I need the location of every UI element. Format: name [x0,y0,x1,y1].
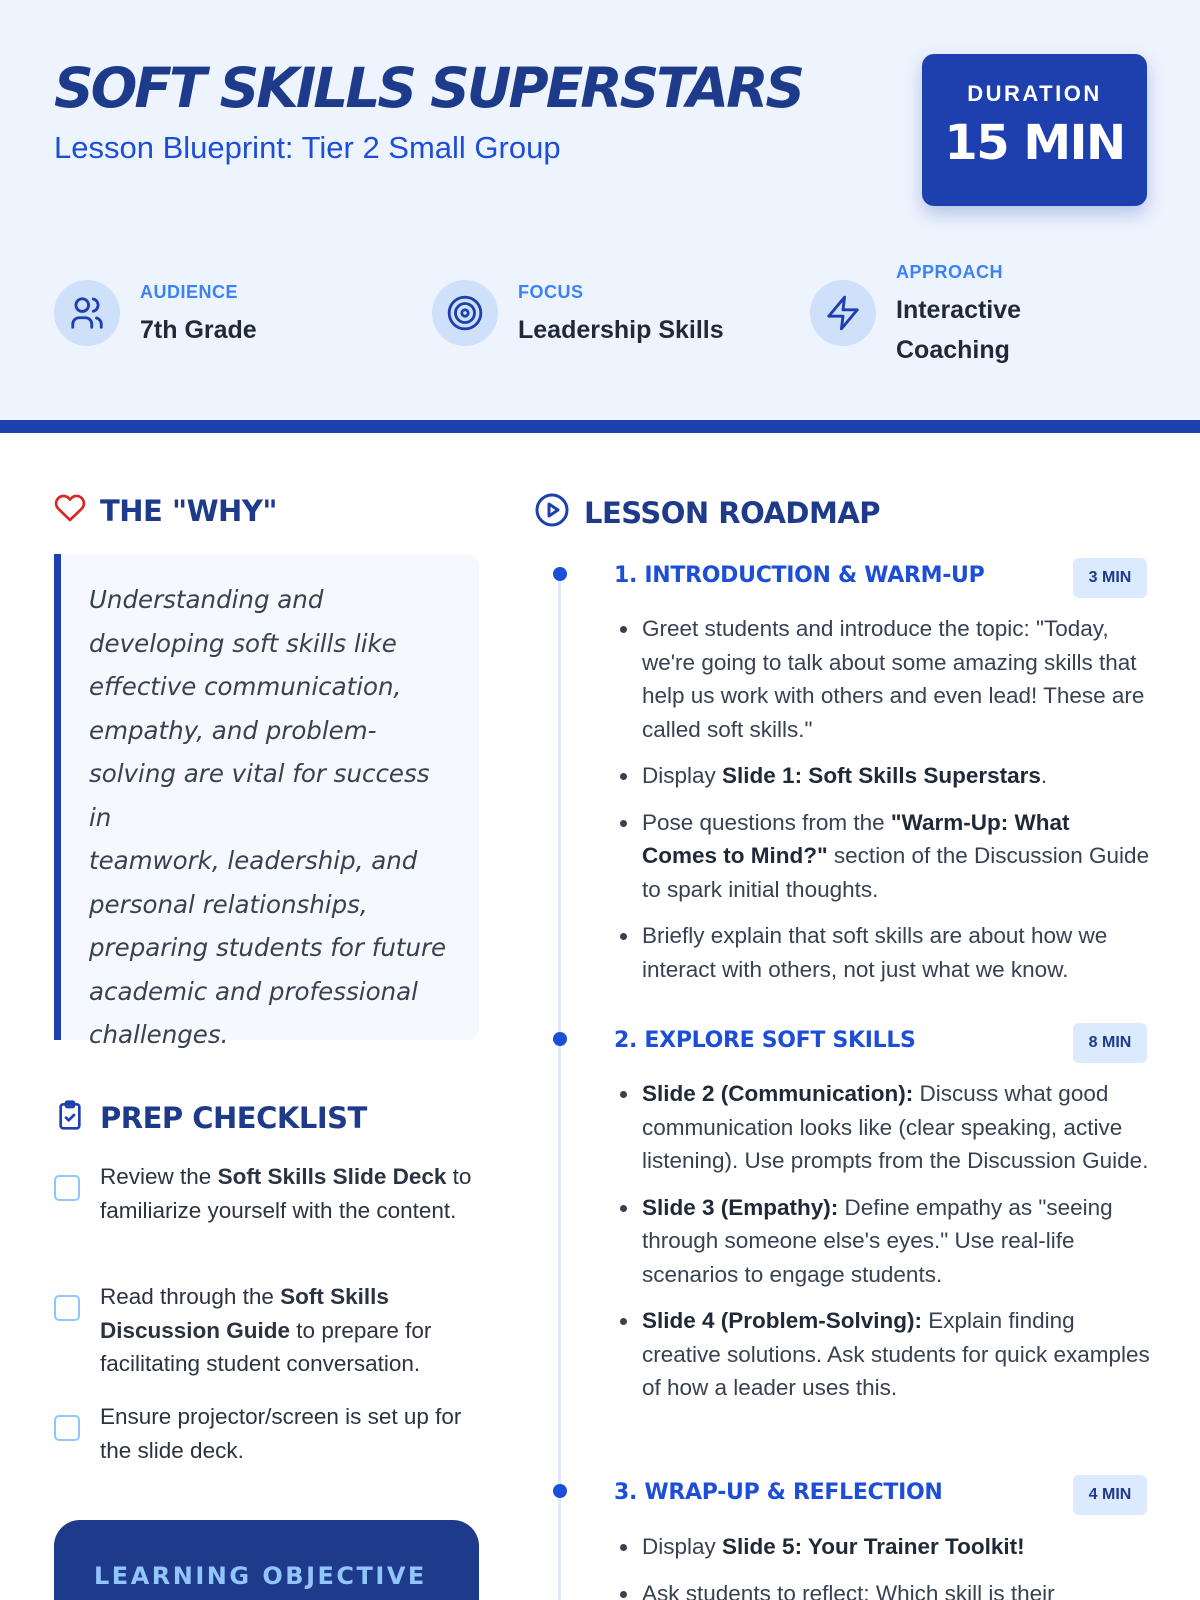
checkbox[interactable] [54,1175,80,1201]
list-item: Display Slide 1: Soft Skills Superstars. [620,759,1150,793]
why-quote [54,554,479,1049]
approach-value-line1: Interactive [896,296,1022,324]
audience-label: AUDIENCE [140,282,239,302]
step-bullets [620,1530,1150,1600]
roadmap-heading-text: LESSON ROADMAP [584,495,881,530]
checklist-heading [54,1098,367,1137]
approach-value [896,290,1021,370]
step-title: 3. WRAP-UP & REFLECTION [614,1480,943,1505]
why-text [89,578,455,1057]
why-line: empathy, and problem- [89,715,377,745]
checklist-item-text: Review the Soft Skills Slide Deck to familiarize yourself with the content. [100,1164,472,1223]
step-title: 1. INTRODUCTION & WARM-UP [614,563,985,588]
duration-badge [922,54,1147,206]
approach-label: APPROACH [896,262,1004,282]
checkbox[interactable] [54,1295,80,1321]
duration-value: 15 MIN [944,115,1125,171]
why-line: solving are vital for success in [89,759,430,832]
roadmap-heading [534,492,880,533]
list-item: Ask students to reflect: Which skill is their [620,1577,1150,1600]
timeline-line [558,574,561,1600]
list-item: Slide 2 (Communication): Discuss what good communication looks like (clear speaking, active listening). Use prompts from the Discussion Guide. [620,1077,1150,1178]
focus-value: Leadership Skills [518,316,724,344]
play-circle-icon [534,492,570,533]
list-item: Slide 3 (Empathy): Define empathy as "seeing through someone else's eyes." Use real-life scenarios to engage students. [620,1191,1150,1292]
why-line: Understanding and [89,585,324,614]
page-subtitle: Lesson Blueprint: Tier 2 Small Group [54,130,561,165]
step-bullets [620,1077,1150,1418]
step-title: 2. EXPLORE SOFT SKILLS [614,1028,916,1053]
minutes-badge: 4 MIN [1073,1475,1147,1515]
why-line: academic and professional [89,976,418,1006]
checklist-item[interactable] [54,1280,484,1381]
timeline-dot [553,1032,567,1046]
page-title: SOFT SKILLS SUPERSTARS [54,56,803,120]
heart-icon [54,492,86,529]
checklist-item-text: Ensure projector/screen is set up for the slide deck. [100,1404,462,1463]
minutes-badge: 3 MIN [1073,558,1147,598]
checklist-item[interactable] [54,1160,484,1227]
learning-objective-label: LEARNING OBJECTIVE [94,1562,427,1590]
why-line: personal relationships, [89,889,368,919]
why-heading-text: THE "WHY" [100,493,277,528]
checklist-item-text: Read through the Soft Skills Discussion Guide to prepare for facilitating student conversation. [100,1284,432,1376]
duration-label: DURATION [967,81,1102,106]
clipboard-check-icon [54,1098,86,1137]
focus-label: FOCUS [518,282,584,302]
lightning-icon [810,280,876,346]
why-line: challenges. [89,1020,229,1049]
list-item: Display Slide 5: Your Trainer Toolkit! [620,1530,1150,1564]
users-icon [54,280,120,346]
list-item: Greet students and introduce the topic: "Today, we're going to talk about some amazing skills that help us work with others and even lead! These are called soft skills." [620,612,1150,746]
why-line: preparing students for future [89,933,447,962]
why-line: teamwork, leadership, and [89,846,418,875]
minutes-badge: 8 MIN [1073,1023,1147,1063]
target-icon [432,280,498,346]
audience-value: 7th Grade [140,316,257,344]
why-heading [54,492,277,529]
header [0,0,1200,420]
checkbox[interactable] [54,1415,80,1441]
approach-value-line2: Coaching [896,336,1010,364]
checklist-item[interactable] [54,1400,484,1467]
timeline-dot [553,1484,567,1498]
list-item: Briefly explain that soft skills are about how we interact with others, not just what we know. [620,919,1150,986]
step-bullets [620,612,1150,999]
learning-objective-card [54,1520,479,1600]
list-item: Slide 4 (Problem-Solving): Explain finding creative solutions. Ask students for quick examples of how a leader uses this. [620,1304,1150,1405]
checklist-heading-text: PREP CHECKLIST [100,1100,367,1135]
timeline-dot [553,567,567,581]
why-line: effective communication, [89,672,402,701]
header-divider [0,420,1200,433]
list-item: Pose questions from the "Warm-Up: What Comes to Mind?" section of the Discussion Guide to spark initial thoughts. [620,806,1150,907]
why-line: developing soft skills like [89,628,397,658]
